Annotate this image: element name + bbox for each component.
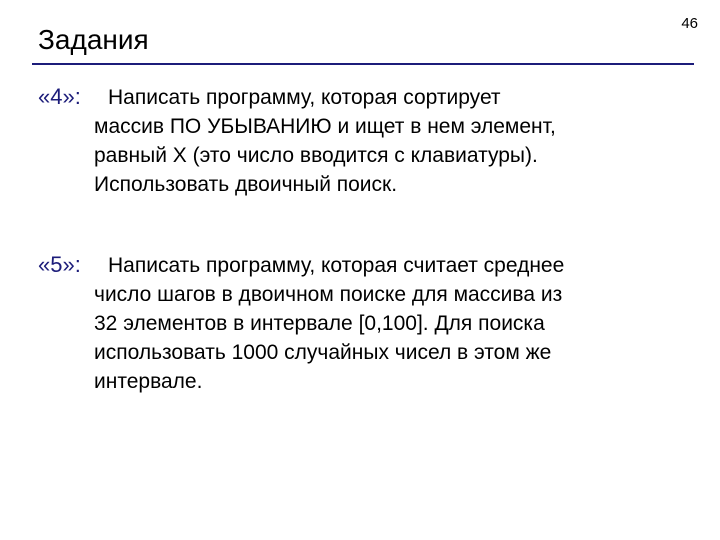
task-5: [38, 250, 688, 396]
task-4-text-line-3: равный X (это число вводится с клавиатуры).: [94, 144, 538, 167]
task-4-text-line-1: Написать программу, которая сортирует: [108, 86, 501, 109]
title-divider: [32, 63, 694, 65]
task-4-text-line-4: Использовать двоичный поиск.: [94, 173, 398, 196]
task-5-label: «5»:: [38, 252, 81, 277]
task-5-text-line-5: интервале.: [94, 370, 203, 393]
page-number: 46: [681, 15, 698, 32]
task-5-first-line: [38, 250, 688, 280]
task-4-label: «4»:: [38, 84, 81, 109]
task-5-text-line-4: использовать 1000 случайных чисел в этом же: [94, 341, 552, 364]
task-4-text-line-2: массив ПО УБЫВАНИЮ и ищет в нем элемент,: [94, 115, 556, 138]
task-5-text-line-1: Написать программу, которая считает среднее: [108, 254, 565, 277]
task-4-first-line: [38, 82, 688, 112]
task-5-text-line-2: число шагов в двоичном поиске для массива из: [94, 283, 563, 306]
task-4: [38, 82, 688, 199]
page-title: Задания: [38, 24, 149, 55]
task-5-text-line-3: 32 элементов в интервале [0,100]. Для поиска: [94, 312, 545, 335]
